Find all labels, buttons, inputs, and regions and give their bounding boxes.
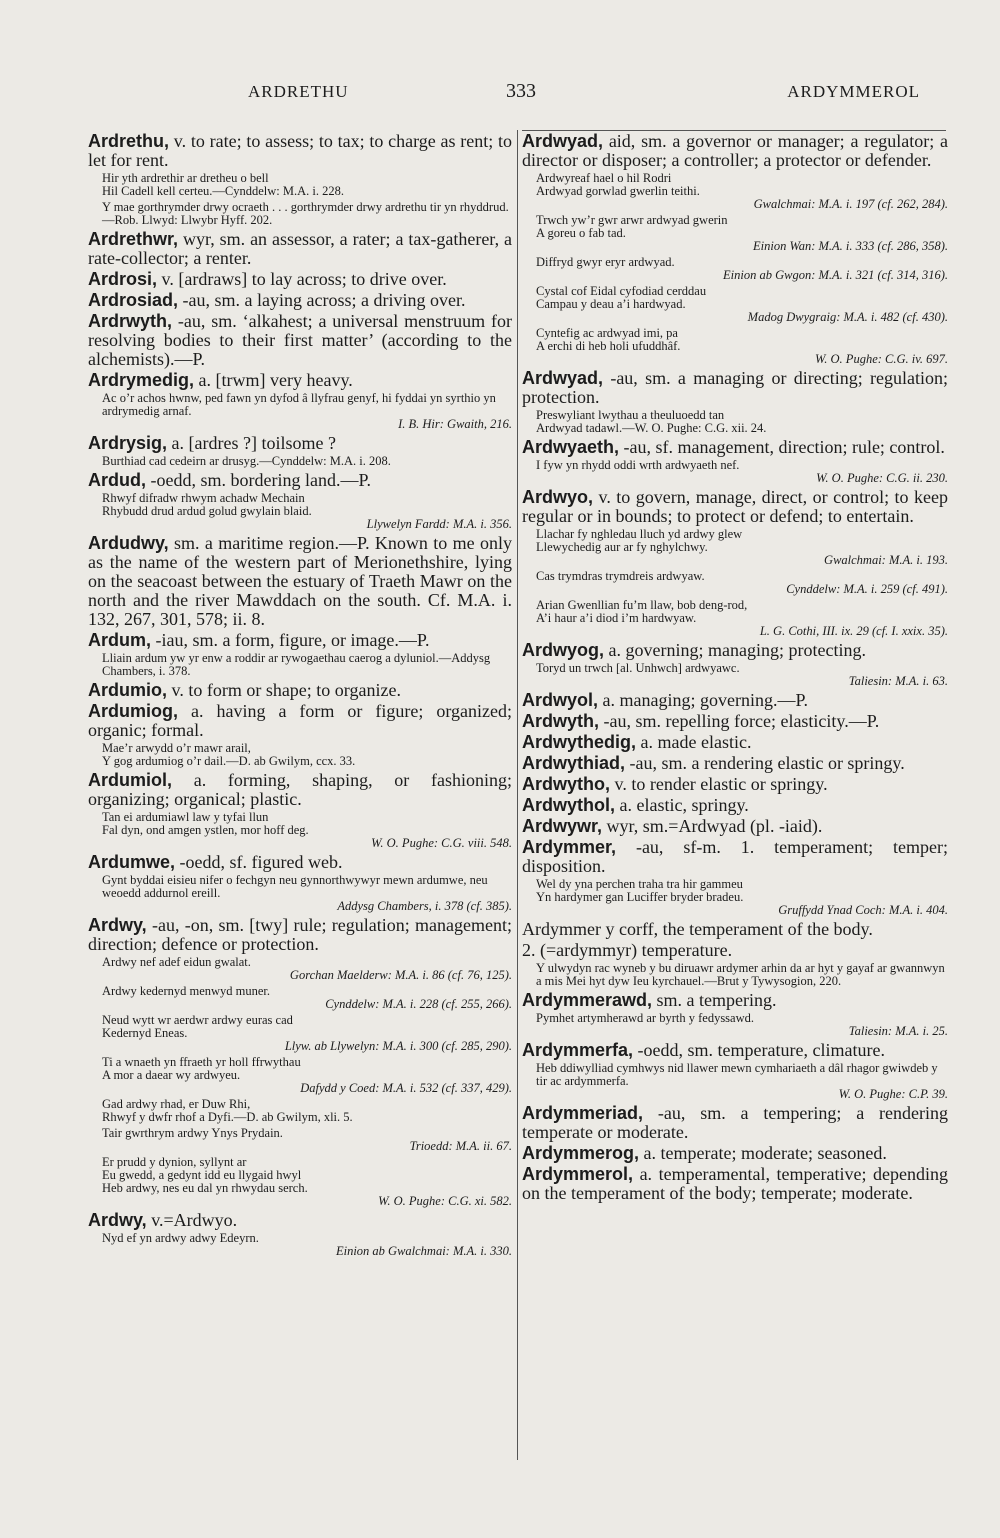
- dictionary-entry: [522, 1041, 948, 1060]
- entry-headword: Ardwythiad,: [522, 753, 626, 773]
- entry-headword: Ardud,: [88, 470, 146, 490]
- citation-quote: [536, 285, 948, 324]
- citation-quote: [536, 878, 948, 917]
- entry-headword: Ardwythedig,: [522, 732, 637, 752]
- citation-source: W. O. Pughe: C.G. xi. 582.: [378, 1194, 512, 1208]
- dictionary-entry: [522, 733, 948, 752]
- quote-line: Preswyliant lwythau a theuluoedd tan: [536, 408, 725, 422]
- dictionary-entry: [88, 434, 512, 453]
- entry-definition: -au, sm. a managing or directing; regulation; protection.: [522, 368, 948, 407]
- citation-source: Einion ab Gwalchmai: M.A. i. 330.: [335, 1244, 512, 1258]
- quote-line: Pymhet artymherawd ar byrth y fedyssawd.: [536, 1011, 754, 1025]
- entry-definition: -au, sf-m. 1. temperament; temper; disposition.: [522, 837, 948, 876]
- quote-line: Campau y deau a’i hardwyad.: [536, 297, 686, 311]
- quote-line: Diffryd gwyr eryr ardwyad.: [536, 255, 675, 269]
- entry-definition: -oedd, sm. bordering land.—P.: [146, 470, 371, 490]
- dictionary-entry: [88, 132, 512, 170]
- entry-headword: Ardumiol,: [88, 770, 172, 790]
- entry-definition: v. to form or shape; to organize.: [167, 680, 401, 700]
- page-number: 333: [506, 80, 536, 102]
- citation-quote: [536, 528, 948, 567]
- quote-line: Lliain ardum yw yr enw a roddir ar rywogaethau caerog a dyluniol.—Addysg Chambers, i. 378.: [102, 651, 491, 678]
- entry-headword: Ardrwyth,: [88, 311, 173, 331]
- entry-definition: a. [trwm] very heavy.: [194, 370, 353, 390]
- citation-source: Einion Wan: M.A. i. 333 (cf. 286, 358).: [752, 239, 948, 253]
- citation-quote: [102, 455, 512, 468]
- entry-headword: Ardwyth,: [522, 711, 600, 731]
- entry-definition: -au, sm. a rendering elastic or springy.: [625, 753, 905, 773]
- dictionary-entry: [522, 817, 948, 836]
- entry-headword: Ardumio,: [88, 680, 167, 700]
- citation-source: Gwalchmai: M.A. i. 197 (cf. 262, 284).: [753, 197, 948, 211]
- dictionary-entry: [88, 291, 512, 310]
- entry-definition: v. to govern, manage, direct, or control; to keep regular or in bounds; to protect or defend; to entertain.: [522, 487, 948, 526]
- entry-definition: v. to render elastic or springy.: [610, 774, 828, 794]
- entry-headword: Ardumwe,: [88, 852, 176, 872]
- entry-headword: Ardrethwr,: [88, 229, 179, 249]
- citation-quote: [102, 742, 512, 768]
- citation-source: Gwalchmai: M.A. i. 193.: [824, 553, 948, 567]
- citation-quote: [536, 570, 948, 596]
- citation-quote: [102, 811, 512, 850]
- entry-sense: Ardymmer y corff, the temperament of the body.: [522, 919, 873, 939]
- quote-line: Ac o’r achos hwnw, ped fawn yn dyfod â llyfrau genyf, hi fyddai yn syrthio yn ardrymedig arnaf.: [102, 391, 496, 418]
- dictionary-entry: [522, 132, 948, 170]
- entry-headword: Ardwy,: [88, 1210, 147, 1230]
- entry-definition: a. made elastic.: [636, 732, 752, 752]
- citation-source: W. O. Pughe: C.G. viii. 548.: [371, 836, 512, 850]
- quote-line: Ti a wnaeth yn ffraeth yr holl ffrwythau: [102, 1055, 301, 1069]
- header-right-guideword: ARDYMMEROL: [787, 82, 920, 101]
- quote-line: Mae’r arwydd o’r mawr arail,: [102, 741, 251, 755]
- dictionary-entry: [88, 681, 512, 700]
- citation-quote: [102, 956, 512, 982]
- quote-line: Neud wytt wr aerdwr ardwy euras cad: [102, 1013, 293, 1027]
- quote-line: Toryd un trwch [al. Unhwch] ardwyawc.: [536, 661, 740, 675]
- dictionary-entry: [88, 631, 512, 650]
- entry-definition: sm. a maritime region.—P. Known to me only as the name of the western part of Merionethshire, lying on the seacoast between the estuary of Traeth Mawr on the north and the river Mawddach on the south. Cf. M.A. i. 132, 267, 301, 578; ii. 8.: [88, 533, 512, 629]
- quote-line: Ardwy nef adef eidun gwalat.: [102, 955, 251, 969]
- entry-definition: a. governing; managing; protecting.: [604, 640, 866, 660]
- citation-source: Gruffydd Ynad Coch: M.A. i. 404.: [778, 903, 948, 917]
- quote-line: Tair gwrthrym ardwy Ynys Prydain.: [102, 1126, 283, 1140]
- entry-definition: -oedd, sf. figured web.: [175, 852, 343, 872]
- dictionary-entry: [88, 230, 512, 268]
- quote-line: Ardwy kedernyd menwyd muner.: [102, 984, 271, 998]
- citation-source: Llyw. ab Llywelyn: M.A. i. 300 (cf. 285, 290).: [284, 1039, 512, 1053]
- citation-quote: [102, 201, 512, 227]
- dictionary-entry: [88, 771, 512, 809]
- quote-line: Y gog ardumiog o’r dail.—D. ab Gwilym, ccx. 33.: [102, 754, 356, 768]
- entry-definition: -oedd, sm. temperature, climature.: [633, 1040, 885, 1060]
- entry-headword: Ardwyad,: [522, 131, 604, 151]
- entry-definition: a. managing; governing.—P.: [598, 690, 808, 710]
- header-left-guideword: ARDRETHU: [248, 82, 349, 101]
- quote-line: Ardwyreaf hael o hil Rodri: [536, 171, 672, 185]
- entry-definition: -iau, sm. a form, figure, or image.—P.: [151, 630, 430, 650]
- entry-definition: a. having a form or figure; organized; organic; formal.: [88, 701, 512, 740]
- citation-quote: [536, 662, 948, 688]
- dictionary-entry: [88, 1211, 512, 1230]
- quote-line: Hil Cadell kell certeu.—Cynddelw: M.A. i. 228.: [102, 184, 344, 198]
- entry-headword: Ardymmerfa,: [522, 1040, 634, 1060]
- right-column: [522, 132, 948, 1205]
- citation-quote: [536, 1062, 948, 1101]
- entry-definition: sm. a tempering.: [652, 990, 777, 1010]
- dictionary-entry: [522, 1165, 948, 1203]
- entry-headword: Ardum,: [88, 630, 151, 650]
- dictionary-entry: [522, 754, 948, 773]
- citation-quote: [102, 492, 512, 531]
- citation-source: Trioedd: M.A. ii. 67.: [409, 1139, 512, 1153]
- dictionary-entry: [88, 371, 512, 390]
- quote-line: Wel dy yna perchen traha tra hir gammeu: [536, 877, 743, 891]
- quote-line: Gynt byddai eisieu nifer o fechgyn neu gynnorthwywyr mewn ardumwe, neu weoedd addurnol ereill.: [102, 873, 488, 900]
- citation-quote: [536, 599, 948, 638]
- entry-headword: Ardwytho,: [522, 774, 610, 794]
- entry-headword: Ardrysig,: [88, 433, 168, 453]
- dictionary-entry: [88, 702, 512, 740]
- citation-source: W. O. Pughe: C.G. ii. 230.: [816, 471, 948, 485]
- citation-source: Einion ab Gwgon: M.A. i. 321 (cf. 314, 316).: [723, 268, 948, 282]
- quote-line: Rhybudd drud ardud golud gwylain blaid.: [102, 504, 312, 518]
- dictionary-entry: [522, 1104, 948, 1142]
- quote-line: Eu gwedd, a gedynt idd eu llygaid hwyl: [102, 1168, 302, 1182]
- entry-definition: -au, sm. repelling force; elasticity.—P.: [599, 711, 880, 731]
- quote-line: Cas trymdras trymdreis ardwyaw.: [536, 569, 705, 583]
- quote-line: Ardwyad tadawl.—W. O. Pughe: C.G. xii. 24.: [536, 421, 767, 435]
- citation-quote: [102, 1056, 512, 1095]
- entry-headword: Ardwyad,: [522, 368, 604, 388]
- entry-headword: Ardumiog,: [88, 701, 178, 721]
- citation-quote: [102, 652, 512, 678]
- entry-definition: aid, sm. a governor or manager; a regulator; a director or disposer; a controller; a protector or defender.: [522, 131, 948, 170]
- quote-line: A’i haur a’i diod i’m hardwyaw.: [536, 611, 697, 625]
- dictionary-entry: [88, 534, 512, 629]
- citation-source: I. B. Hir: Gwaith, 216.: [398, 417, 512, 431]
- dictionary-entry: [88, 916, 512, 954]
- dictionary-entry: [522, 838, 948, 876]
- citation-source: Dafydd y Coed: M.A. i. 532 (cf. 337, 429).: [300, 1081, 512, 1095]
- entry-headword: Ardwyog,: [522, 640, 605, 660]
- dictionary-entry: [522, 712, 948, 731]
- citation-quote: [102, 1127, 512, 1153]
- entry-definition: v. [ardraws] to lay across; to drive over.: [157, 269, 447, 289]
- citation-source: Cynddelw: M.A. i. 259 (cf. 491).: [786, 582, 948, 596]
- entry-headword: Ardwyol,: [522, 690, 599, 710]
- citation-quote: [102, 172, 512, 198]
- dictionary-entry: [88, 853, 512, 872]
- citation-quote: [102, 874, 512, 913]
- entry-definition: a. elastic, springy.: [615, 795, 749, 815]
- entry-definition: v.=Ardwyo.: [146, 1210, 238, 1230]
- citation-source: Madog Dwygraig: M.A. i. 482 (cf. 430).: [747, 310, 948, 324]
- quote-line: A goreu o fab tad.: [536, 226, 626, 240]
- citation-source: W. O. Pughe: C.P. 39.: [838, 1087, 948, 1101]
- entry-headword: Ardwy,: [88, 915, 147, 935]
- citation-source: Cynddelw: M.A. i. 228 (cf. 255, 266).: [325, 997, 512, 1011]
- entry-definition: a. temperate; moderate; seasoned.: [639, 1143, 887, 1163]
- quote-line: Cyntefig ac ardwyad imi, pa: [536, 326, 678, 340]
- entry-headword: Ardymmerog,: [522, 1143, 640, 1163]
- citation-quote: [102, 1232, 512, 1258]
- dictionary-entry: [88, 471, 512, 490]
- entry-headword: Ardwywr,: [522, 816, 603, 836]
- dictionary-entry: [88, 270, 512, 289]
- citation-quote: [536, 327, 948, 366]
- entry-definition: wyr, sm. an assessor, a rater; a tax-gatherer, a rate-collector; a renter.: [88, 229, 512, 268]
- entry-headword: Ardymmerol,: [522, 1164, 634, 1184]
- citation-quote: [102, 1098, 512, 1124]
- citation-quote: [536, 1012, 948, 1038]
- entry-headword: Ardudwy,: [88, 533, 169, 553]
- entry-definition: -au, sm. a tempering; a rendering temperate or moderate.: [522, 1103, 948, 1142]
- quote-line: Yn hardymer gan Luciffer bryder bradeu.: [536, 890, 744, 904]
- entry-definition: -au, sf. management, direction; rule; control.: [619, 437, 945, 457]
- quote-line: A mor a daear wy ardwyeu.: [102, 1068, 241, 1082]
- quote-line: Cystal cof Eidal cyfodiad cerddau: [536, 284, 707, 298]
- quote-line: Y mae gorthrymder drwy ocraeth . . . gorthrymder drwy ardrethu tir yn rhyddrud.—Rob. Llwyd: Llwybr Hyff. 202.: [102, 200, 509, 227]
- dictionary-entry: [522, 691, 948, 710]
- quote-line: Ardwyad gorwlad gwerlin teithi.: [536, 184, 700, 198]
- citation-quote: [536, 214, 948, 253]
- citation-source: Taliesin: M.A. i. 25.: [848, 1024, 948, 1038]
- dictionary-entry: [88, 312, 512, 369]
- quote-line: Trwch yw’r gwr arwr ardwyad gwerin: [536, 213, 728, 227]
- quote-line: Burthiad cad cedeirn ar drusyg.—Cynddelw: M.A. i. 208.: [102, 454, 391, 468]
- quote-line: Kedernyd Eneas.: [102, 1026, 188, 1040]
- entry-headword: Ardrethu,: [88, 131, 169, 151]
- running-header: [90, 82, 920, 110]
- column-divider: [517, 130, 518, 1460]
- citation-source: Taliesin: M.A. i. 63.: [848, 674, 948, 688]
- dictionary-entry: [522, 438, 948, 457]
- entry-definition: -au, sm. a laying across; a driving over.: [178, 290, 466, 310]
- entry-headword: Ardymmer,: [522, 837, 617, 857]
- quote-line: Arian Gwenllian fu’m llaw, bob deng-rod,: [536, 598, 748, 612]
- entry-definition: v. to rate; to assess; to tax; to charge as rent; to let for rent.: [88, 131, 512, 170]
- citation-quote: [102, 392, 512, 431]
- dictionary-entry: [522, 991, 948, 1010]
- citation-quote: [536, 256, 948, 282]
- entry-headword: Ardymmeriad,: [522, 1103, 644, 1123]
- citation-source: Addysg Chambers, i. 378 (cf. 385).: [337, 899, 512, 913]
- quote-line: Heb ddiwylliad cymhwys nid llawer mewn cymhariaeth a dâl rhagor gwiwdeb y tir ac ardymmerfa.: [536, 1061, 938, 1088]
- quote-line: Rhwyf difradw rhwym achadw Mechain: [102, 491, 305, 505]
- quote-line: Llachar fy nghledau lluch yd ardwy glew: [536, 527, 743, 541]
- quote-line: Llewychedig aur ar fy nghylchwy.: [536, 540, 708, 554]
- quote-line: Gad ardwy rhad, er Duw Rhi,: [102, 1097, 251, 1111]
- entry-headword: Ardwythol,: [522, 795, 615, 815]
- dictionary-entry: [522, 641, 948, 660]
- entry-definition: wyr, sm.=Ardwyad (pl. -iaid).: [602, 816, 823, 836]
- citation-source: L. G. Cothi, III. ix. 29 (cf. I. xxix. 35).: [759, 624, 948, 638]
- citation-source: W. O. Pughe: C.G. iv. 697.: [815, 352, 948, 366]
- entry-headword: Ardwyo,: [522, 487, 594, 507]
- quote-line: Heb ardwy, nes eu dal yn rhwydau serch.: [102, 1181, 308, 1195]
- citation-quote: [102, 1014, 512, 1053]
- quote-line: Y ulwydyn rac wyneb y bu diruawr ardymer arhin da ar hyt y gayaf ar gwannwyn a mis Mei hyt dyw Ieu kyrchauel.—Brut y Tywysogion, 220.: [536, 961, 945, 988]
- citation-quote: [536, 962, 948, 988]
- left-column: [88, 132, 512, 1261]
- quote-line: Fal dyn, ond amgen ystlen, mor hoff deg.: [102, 823, 309, 837]
- dictionary-entry: [522, 369, 948, 407]
- dictionary-entry: [522, 1144, 948, 1163]
- entry-headword: Ardrymedig,: [88, 370, 195, 390]
- citation-quote: [102, 985, 512, 1011]
- citation-quote: [536, 459, 948, 485]
- quote-line: I fyw yn rhydd oddi wrth ardwyaeth nef.: [536, 458, 740, 472]
- entry-headword: Ardymmerawd,: [522, 990, 653, 1010]
- quote-line: Er prudd y dynion, syllynt ar: [102, 1155, 247, 1169]
- citation-source: Gorchan Maelderw: M.A. i. 86 (cf. 76, 125).: [289, 968, 512, 982]
- quote-line: Tan ei ardumiawl law y tyfai llun: [102, 810, 269, 824]
- entry-sense: 2. (=ardymmyr) temperature.: [522, 940, 733, 960]
- entry-definition: a. [ardres ?] toilsome ?: [167, 433, 336, 453]
- citation-quote: [102, 1156, 512, 1208]
- dictionary-entry: [522, 796, 948, 815]
- entry-headword: Ardrosiad,: [88, 290, 179, 310]
- entry-definition: a. temperamental, temperative; depending on the temperament of the body; temperate; moderate.: [522, 1164, 948, 1203]
- citation-quote: [536, 172, 948, 211]
- entry-definition: a. forming, shaping, or fashioning; organizing; organical; plastic.: [88, 770, 512, 809]
- entry-headword: Ardwyaeth,: [522, 437, 620, 457]
- entry-definition: -au, -on, sm. [twy] rule; regulation; management; direction; defence or protection.: [88, 915, 512, 954]
- entry-definition: -au, sm. ‘alkahest; a universal menstruum for resolving bodies to their first matter’ (according to the alchemists).—P.: [88, 311, 512, 369]
- citation-source: Llywelyn Fardd: M.A. i. 356.: [366, 517, 512, 531]
- quote-line: A erchi di heb holi ufuddhâf.: [536, 339, 681, 353]
- quote-line: Nyd ef yn ardwy adwy Edeyrn.: [102, 1231, 259, 1245]
- entry-headword: Ardrosi,: [88, 269, 158, 289]
- quote-line: Hir yth ardrethir ar dretheu o bell: [102, 171, 269, 185]
- quote-line: Rhwyf y dwfr rhof a Dyfi.—D. ab Gwilym, xli. 5.: [102, 1110, 353, 1124]
- citation-quote: [536, 409, 948, 435]
- dictionary-entry: [522, 488, 948, 526]
- dictionary-entry: [522, 775, 948, 794]
